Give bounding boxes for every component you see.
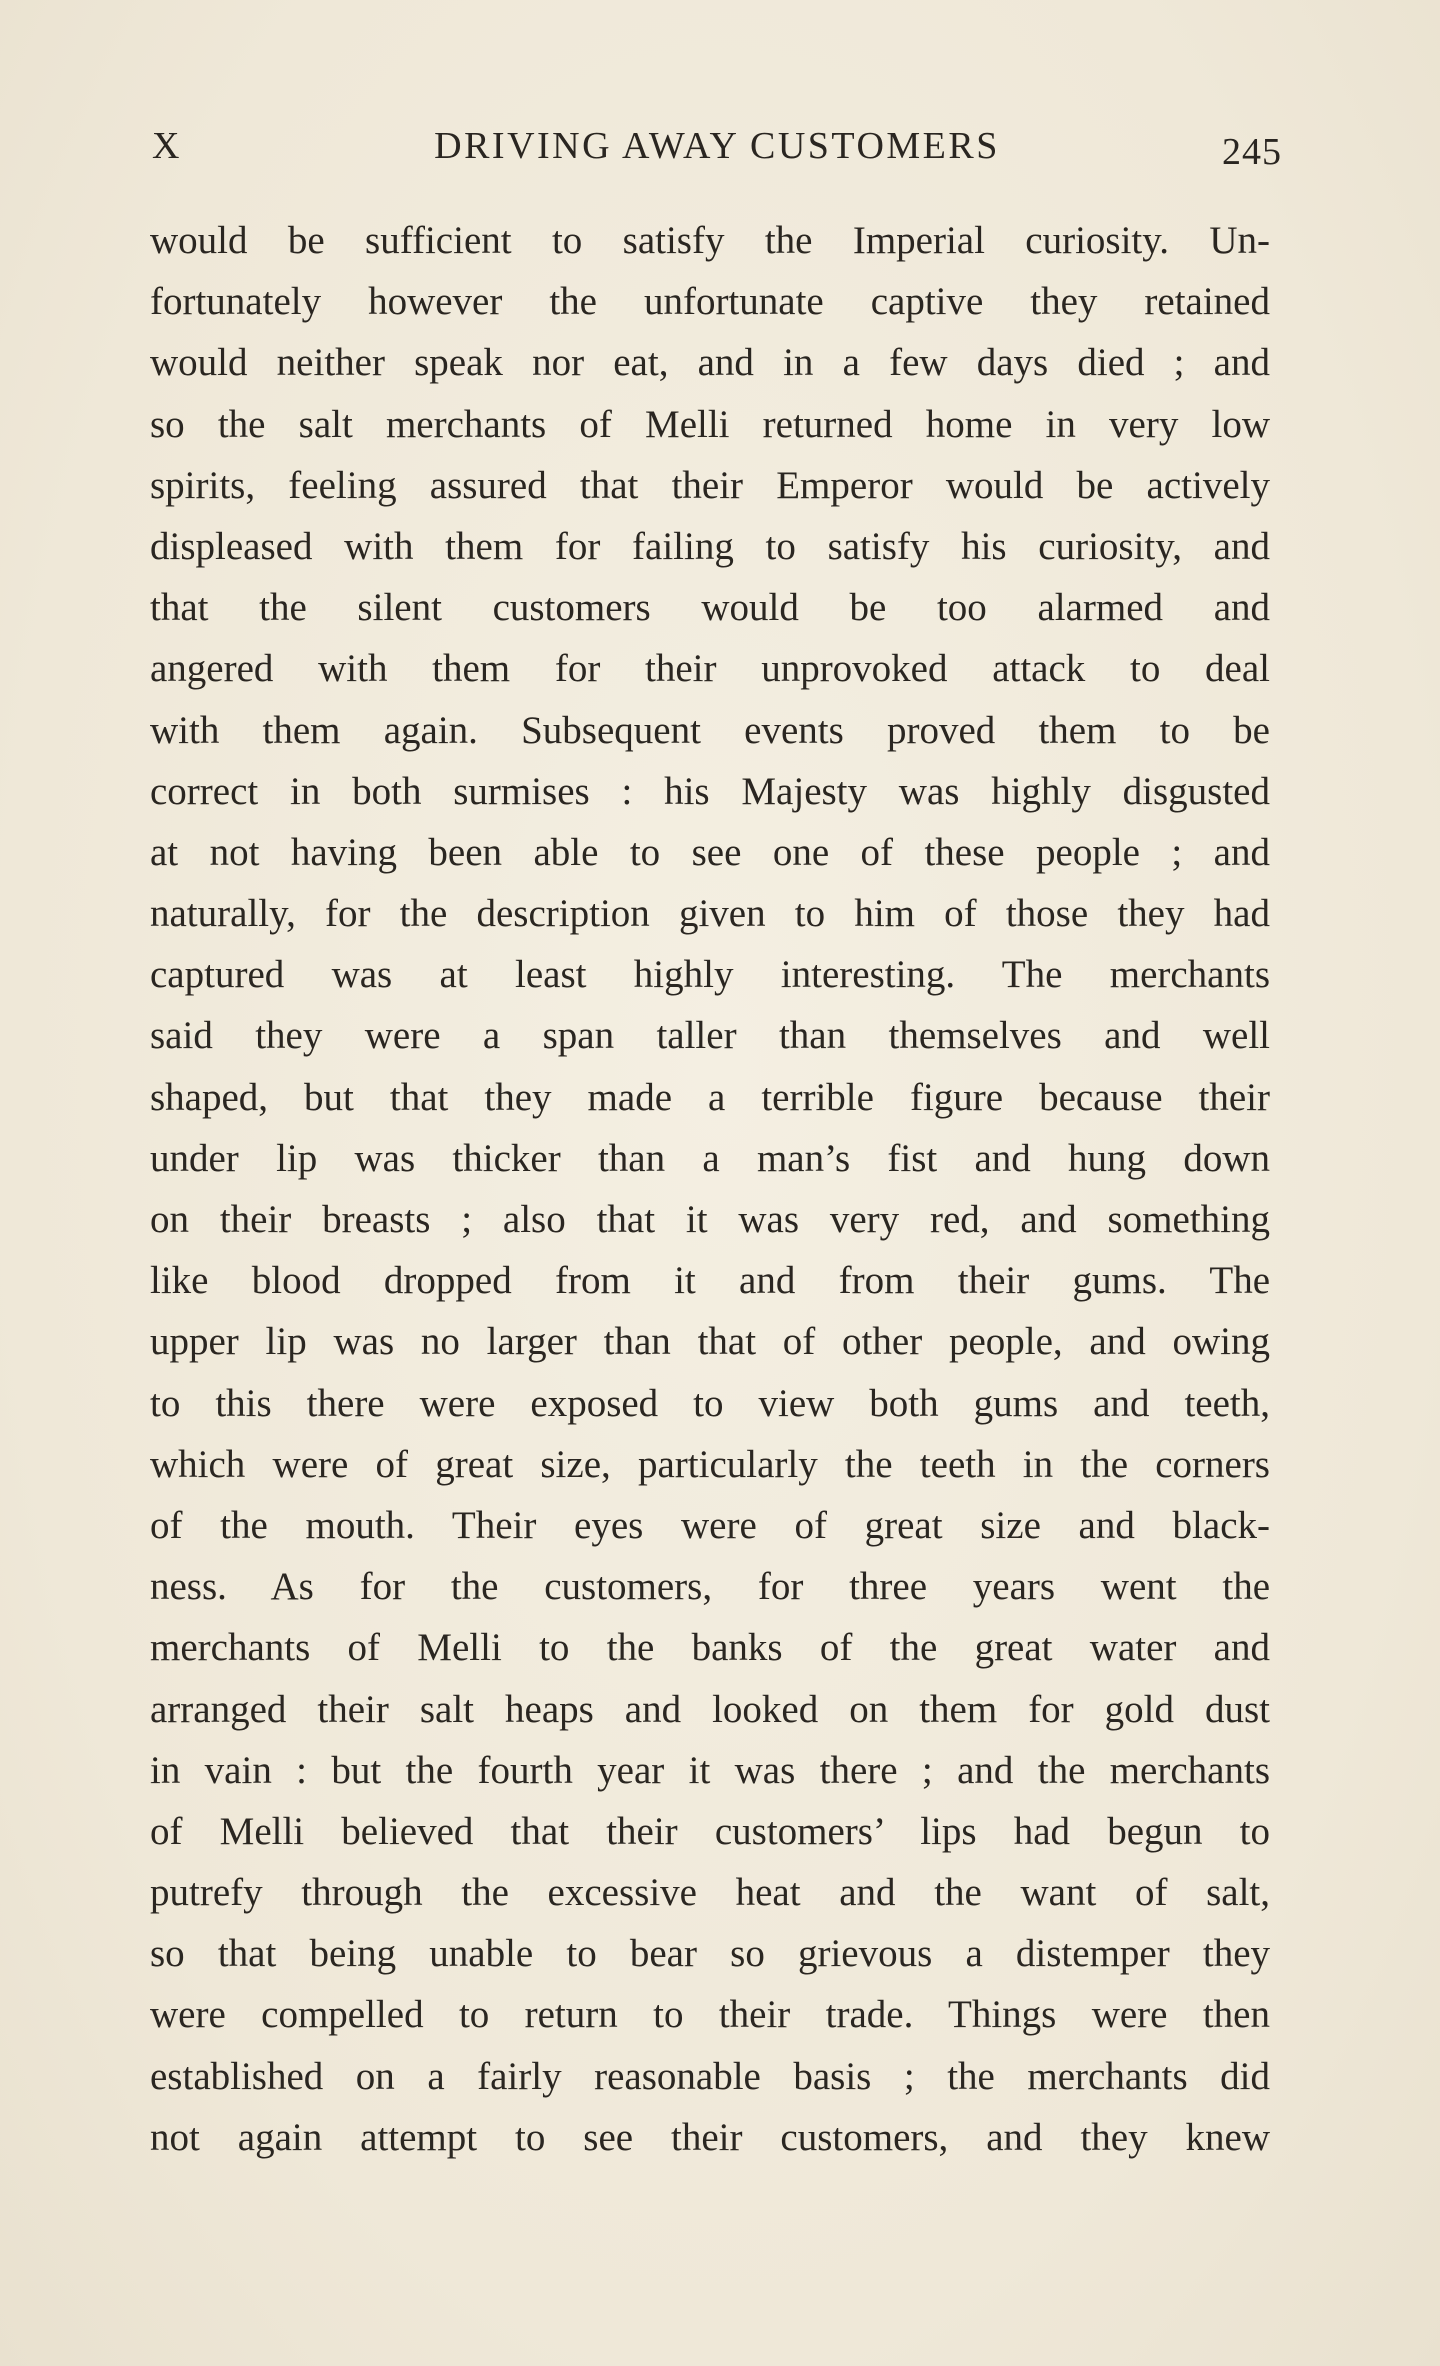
page-number: 245 [1222, 131, 1282, 173]
text-line: established on a fairly reasonable basis ; the merchants did [150, 2054, 1270, 2098]
text-line: arranged their salt heaps and looked on them for gold dust [150, 1687, 1270, 1731]
running-head-title: DRIVING AWAY CUSTOMERS [434, 125, 1000, 167]
chapter-number: X [152, 125, 182, 167]
text-line: upper lip was no larger than that of other people, and owing [150, 1320, 1270, 1364]
text-line: at not having been able to see one of these people ; and [150, 830, 1270, 874]
text-line: said they were a span taller than themselves and well [150, 1014, 1270, 1058]
text-line: fortunately however the unfortunate captive they retained [150, 280, 1270, 324]
text-line: in vain : but the fourth year it was there ; and the merchants [150, 1748, 1270, 1792]
text-line: correct in both surmises : his Majesty was highly disgusted [150, 769, 1270, 813]
text-line: angered with them for their unprovoked attack to deal [150, 647, 1270, 691]
text-line: ness. As for the customers, for three years went the [150, 1565, 1270, 1609]
text-line: captured was at least highly interesting. The merchants [150, 953, 1270, 997]
text-line: of the mouth. Their eyes were of great size and black- [150, 1503, 1270, 1547]
text-line: so that being unable to bear so grievous a distemper they [150, 1932, 1270, 1976]
text-line: like blood dropped from it and from their gums. The [150, 1259, 1270, 1303]
text-line: under lip was thicker than a man’s fist and hung down [150, 1136, 1270, 1180]
text-line: to this there were exposed to view both gums and teeth, [150, 1381, 1270, 1425]
text-line: that the silent customers would be too alarmed and [150, 586, 1270, 630]
text-line: not again attempt to see their customers, and they knew [150, 2115, 1270, 2159]
text-line: would be sufficient to satisfy the Imperial curiosity. Un- [150, 219, 1270, 262]
text-line: on their breasts ; also that it was very red, and something [150, 1198, 1270, 1241]
text-line: were compelled to return to their trade. Things were then [150, 1993, 1270, 2037]
running-head [152, 124, 1282, 180]
text-line: naturally, for the description given to him of those they had [150, 892, 1270, 936]
text-line: putrefy through the excessive heat and the want of salt, [150, 1871, 1270, 1915]
text-line: with them again. Subsequent events proved them to be [150, 708, 1270, 752]
text-line: displeased with them for failing to satisfy his curiosity, and [150, 524, 1270, 568]
text-line: merchants of Melli to the banks of the great water and [150, 1626, 1270, 1670]
text-line: which were of great size, particularly the teeth in the corners [150, 1442, 1270, 1486]
text-line: shaped, but that they made a terrible figure because their [150, 1075, 1270, 1119]
text-line: so the salt merchants of Melli returned home in very low [150, 402, 1270, 446]
text-line: would neither speak nor eat, and in a few days died ; and [150, 341, 1270, 385]
body-text [150, 210, 1270, 2168]
text-line: of Melli believed that their customers’ lips had begun to [150, 1809, 1270, 1853]
text-line: spirits, feeling assured that their Emperor would be actively [150, 463, 1270, 507]
